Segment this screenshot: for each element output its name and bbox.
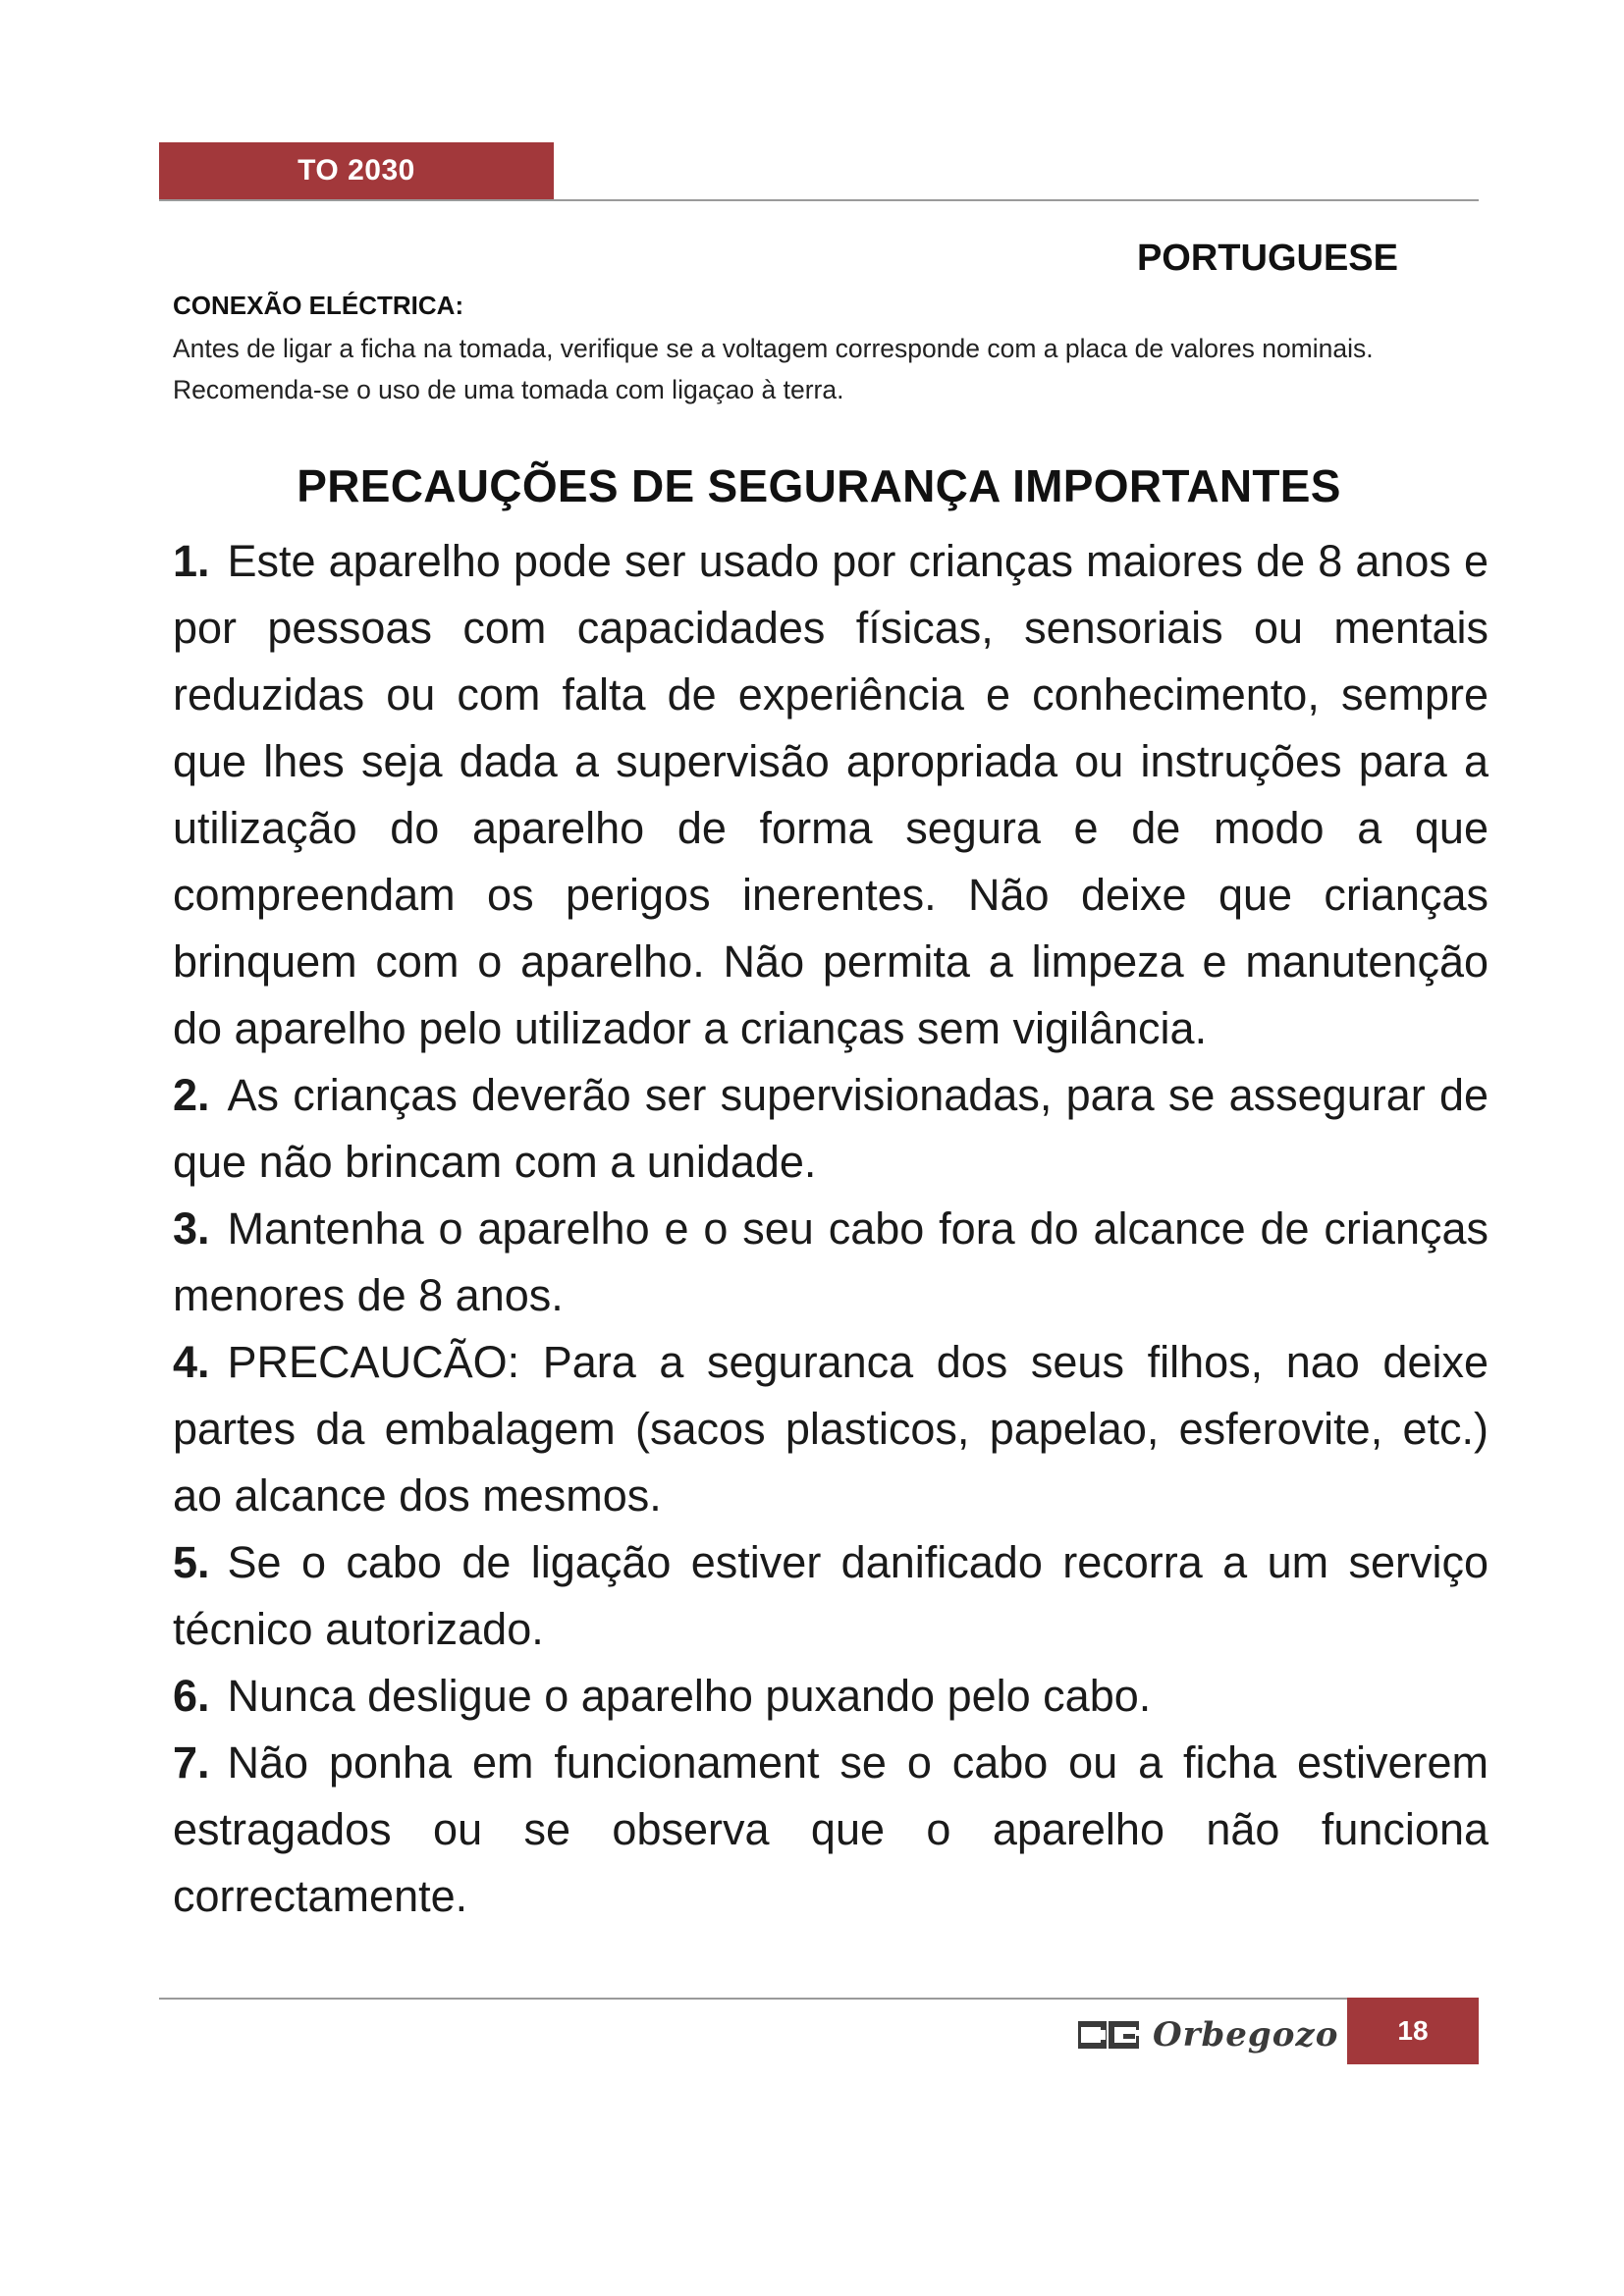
safety-title: PRECAUÇÕES DE SEGURANÇA IMPORTANTES [297,460,1341,511]
item-number: 2. [173,1070,210,1120]
electrical-connection-title: CONEXÃO ELÉCTRICA: [173,291,464,320]
safety-list [173,528,1489,1930]
safety-item-2 [173,1062,1489,1196]
brand-mark-icon [1078,2020,1139,2050]
safety-item-1 [173,528,1489,1062]
item-text: Mantenha o aparelho e o seu cabo fora do alcance de crianças menores de 8 anos. [173,1203,1489,1320]
model-label: TO 2030 [298,154,415,187]
item-number: 4. [173,1337,210,1387]
item-text: Nunca desligue o aparelho puxando pelo cabo. [227,1671,1152,1721]
electrical-connection-text: Antes de ligar a ficha na tomada, verifique se a voltagem corresponde com a placa de valores nominais. Recomenda-se o uso de uma tomada com ligaçao à terra. [173,334,1374,404]
language-label: PORTUGUESE [1136,238,1398,279]
brand-logo [1078,2006,1338,2063]
item-text: PRECAUCÃO: Para a seguranca dos seus filhos, nao deixe partes da embalagem (sacos plasticos, papelao, esferovite, etc.) ao alcance dos mesmos. [173,1337,1489,1521]
item-text: Se o cabo de ligação estiver danificado recorra a um serviço técnico autorizado. [173,1537,1489,1654]
item-number: 3. [173,1203,210,1254]
safety-item-6 [173,1663,1489,1730]
footer-divider [159,1998,1479,2000]
safety-item-4 [173,1329,1489,1529]
page-number: 18 [1397,2015,1429,2046]
safety-item-7 [173,1730,1489,1930]
item-number: 7. [173,1737,210,1788]
brand-name: Orbegozo [1153,2015,1339,2055]
model-tab [159,142,554,199]
safety-item-5 [173,1529,1489,1663]
item-number: 5. [173,1537,210,1587]
item-number: 1. [173,536,210,586]
safety-item-3 [173,1196,1489,1329]
item-text: As crianças deverão ser supervisionadas, para se assegurar de que não brincam com a unidade. [173,1070,1489,1187]
item-number: 6. [173,1671,210,1721]
item-text: Este aparelho pode ser usado por crianças maiores de 8 anos e por pessoas com capacidades físicas, sensoriais ou mentais reduzidas ou com falta de experiência e conhecimento, sempre que lhes seja dada a supervisão apropriada ou instruções para a utilização do aparelho de forma segura e de modo a que compreendam os perigos inerentes. Não deixe que crianças brinquem com o aparelho. Não permita a limpeza e manutenção do aparelho pelo utilizador a crianças sem vigilância. [173,536,1489,1053]
header-divider [159,199,1479,201]
item-text: Não ponha em funcionament se o cabo ou a ficha estiverem estragados ou se observa que o aparelho não funciona correctamente. [173,1737,1489,1921]
page-number-box [1347,1998,1479,2064]
